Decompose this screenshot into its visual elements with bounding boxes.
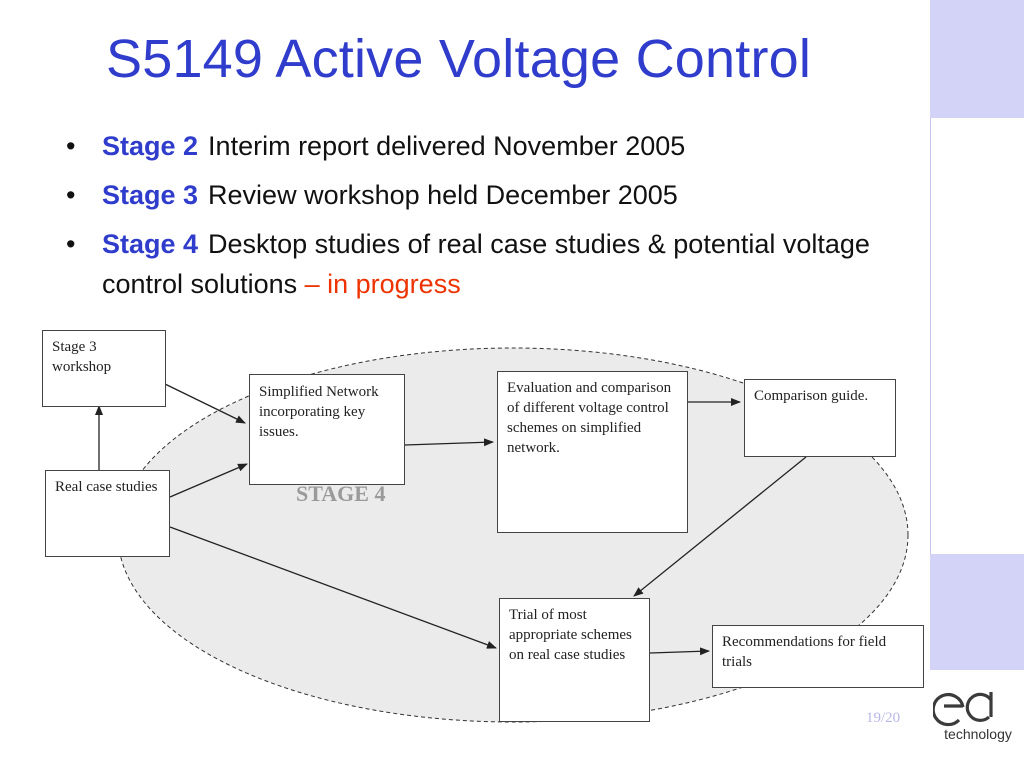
bullet-glyph: •	[66, 131, 76, 161]
simplified-network-box: Simplified Network incorporating key issues.	[249, 374, 405, 485]
logo-wordmark: technology	[944, 726, 1012, 742]
bullet-text: Review workshop held December 2005	[208, 180, 678, 210]
bullet-stage-label: Stage 4	[102, 229, 199, 259]
slide-title: S5149 Active Voltage Control	[106, 29, 812, 89]
bullet-text: Desktop studies of real case studies & potential voltage control solutions	[102, 229, 870, 299]
trial-box: Trial of most appropriate schemes on real case studies	[499, 598, 650, 722]
bullet-glyph: •	[66, 180, 76, 210]
bullet-glyph: •	[66, 229, 76, 259]
evaluation-box: Evaluation and comparison of different voltage control schemes on simplified network.	[497, 371, 688, 533]
recommendations-box: Recommendations for field trials	[712, 625, 924, 688]
bullet-text: Interim report delivered November 2005	[208, 131, 686, 161]
real-case-studies-box: Real case studies	[45, 470, 170, 557]
bullet-stage-label: Stage 2	[102, 131, 199, 161]
bullet-stage-label: Stage 3	[102, 180, 199, 210]
page-number: 19/20	[866, 710, 901, 726]
bullet-status: – in progress	[304, 269, 461, 299]
stage4-label: STAGE 4	[296, 481, 386, 506]
stage3-workshop-box: Stage 3 workshop	[42, 330, 166, 407]
comparison-guide-box: Comparison guide.	[744, 379, 896, 457]
